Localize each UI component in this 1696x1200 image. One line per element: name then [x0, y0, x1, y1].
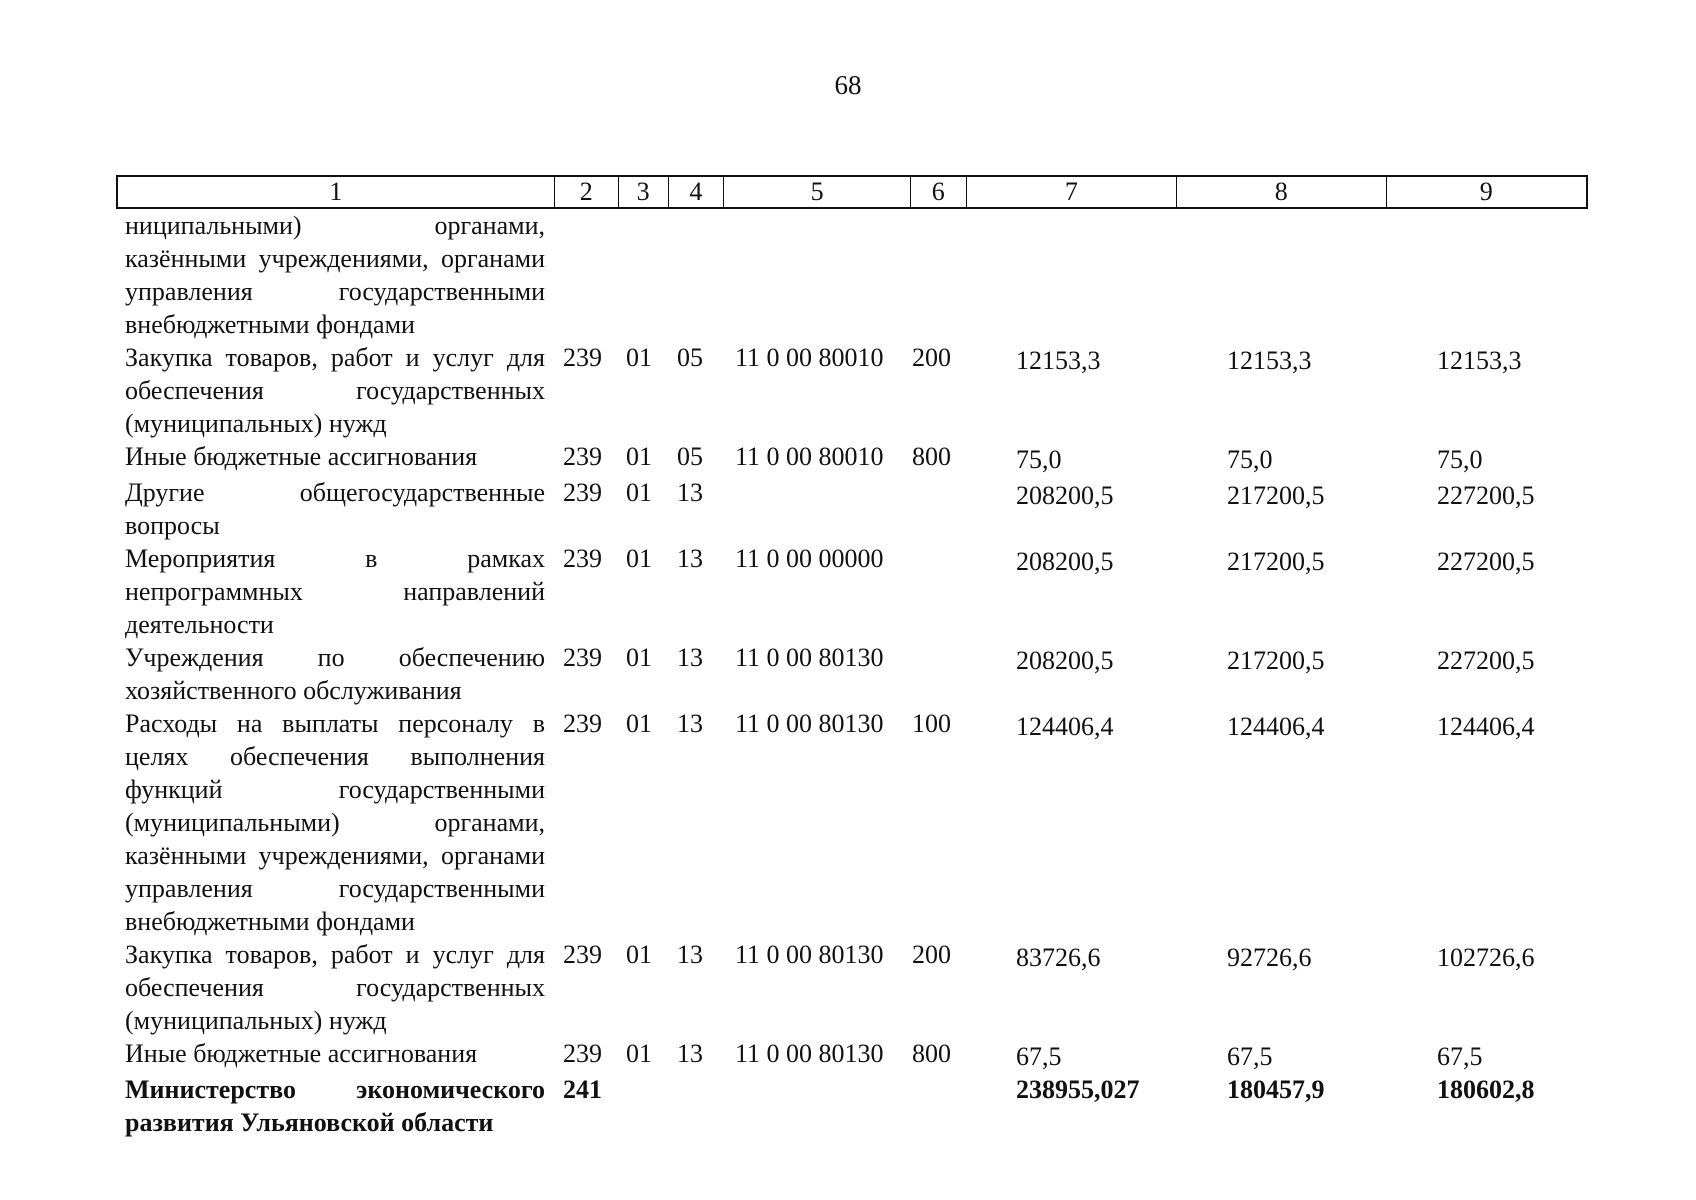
row-grbs: 239 — [563, 643, 602, 672]
row-name: Иные бюджетные ассигнования — [125, 1039, 478, 1068]
table-row — [116, 542, 1588, 641]
header-col-9: 9 — [1386, 177, 1586, 207]
row-year2: 75,0 — [1227, 445, 1273, 474]
row-section: 01 — [626, 643, 652, 672]
row-name: Другие общегосударственные вопросы — [125, 478, 545, 540]
header-col-7: 7 — [966, 177, 1176, 207]
row-name: Иные бюджетные ассигнования — [125, 442, 478, 471]
row-year1: 75,0 — [1016, 445, 1062, 474]
row-year2: 180457,9 — [1227, 1075, 1325, 1104]
row-grbs: 239 — [563, 709, 602, 738]
row-year1: 83726,6 — [1016, 943, 1101, 972]
row-name: Закупка товаров, работ и услуг для обеспечения государственных (муниципальных) нужд — [125, 940, 545, 1035]
row-grbs: 239 — [563, 940, 602, 969]
row-subsection: 13 — [677, 709, 703, 738]
table-row — [116, 440, 1588, 476]
row-section: 01 — [626, 940, 652, 969]
row-target-article: 11 0 00 80010 — [735, 442, 884, 471]
row-year2: 124406,4 — [1227, 712, 1325, 741]
row-year1: 238955,027 — [1016, 1075, 1140, 1104]
row-section: 01 — [626, 709, 652, 738]
row-year3: 124406,4 — [1437, 712, 1535, 741]
row-subsection: 05 — [677, 343, 703, 372]
table-body — [116, 341, 1588, 1073]
row-grbs: 239 — [563, 343, 602, 372]
row-section: 01 — [626, 343, 652, 372]
row-grbs: 241 — [563, 1075, 602, 1104]
row-name: Мероприятия в рамках непрограммных направлений деятельности — [125, 544, 545, 639]
row-year3: 67,5 — [1437, 1042, 1483, 1071]
continuation-row — [116, 209, 1588, 341]
row-target-article: 11 0 00 80130 — [735, 709, 884, 738]
row-year3: 12153,3 — [1437, 346, 1522, 375]
row-year3: 227200,5 — [1437, 481, 1535, 510]
row-grbs: 239 — [563, 442, 602, 471]
row-year3: 227200,5 — [1437, 547, 1535, 576]
row-expense-type: 800 — [912, 1039, 951, 1068]
row-year3: 75,0 — [1437, 445, 1483, 474]
table-row — [116, 341, 1588, 440]
row-year3: 102726,6 — [1437, 943, 1535, 972]
row-section: 01 — [626, 478, 652, 507]
row-year3: 180602,8 — [1437, 1075, 1535, 1104]
header-col-3: 3 — [618, 177, 668, 207]
row-year3: 227200,5 — [1437, 646, 1535, 675]
header-col-5: 5 — [723, 177, 909, 207]
table-row — [116, 476, 1588, 542]
header-col-1: 1 — [329, 177, 343, 206]
row-subsection: 13 — [677, 643, 703, 672]
row-target-article — [723, 476, 910, 542]
row-year2: 67,5 — [1227, 1042, 1273, 1071]
row-target-article: 11 0 00 80130 — [735, 940, 884, 969]
row-grbs: 239 — [563, 544, 602, 573]
budget-table — [116, 175, 1588, 1139]
row-year2: 92726,6 — [1227, 943, 1312, 972]
row-name: Закупка товаров, работ и услуг для обеспечения государственных (муниципальных) нужд — [125, 343, 545, 438]
row-section: 01 — [626, 544, 652, 573]
row-subsection: 13 — [677, 478, 703, 507]
row-expense-type: 100 — [912, 709, 951, 738]
row-year2: 217200,5 — [1227, 547, 1325, 576]
row-section: 01 — [626, 1039, 652, 1068]
table-row — [116, 938, 1588, 1037]
row-expense-type: 200 — [912, 343, 951, 372]
header-col-8: 8 — [1176, 177, 1385, 207]
ministry-row — [116, 1073, 1588, 1139]
row-subsection: 05 — [677, 442, 703, 471]
row-target-article: 11 0 00 80130 — [735, 643, 884, 672]
header-col-2: 2 — [554, 177, 618, 207]
row-name: Расходы на выплаты персоналу в целях обеспечения выполнения функций государственными (муниципальными) органами, казёнными учреждениями, органами управления государственными внебюджетными фондами — [125, 709, 545, 936]
row-year2: 12153,3 — [1227, 346, 1312, 375]
row-year1: 208200,5 — [1016, 646, 1114, 675]
row-expense-type — [910, 476, 966, 542]
row-grbs: 239 — [563, 1039, 602, 1068]
table-header-row — [116, 175, 1588, 209]
header-col-6: 6 — [910, 177, 966, 207]
row-name: ниципальными) органами, казёнными учреждениями, органами управления государственными внебюджетными фондами — [125, 211, 545, 339]
row-year1: 67,5 — [1016, 1042, 1062, 1071]
table-row — [116, 1037, 1588, 1073]
row-expense-type — [910, 542, 966, 641]
table-row — [116, 641, 1588, 707]
row-expense-type — [910, 641, 966, 707]
row-subsection: 13 — [677, 940, 703, 969]
row-year2: 217200,5 — [1227, 481, 1325, 510]
row-name: Учреждения по обеспечению хозяйственного обслуживания — [125, 643, 545, 705]
row-year1: 124406,4 — [1016, 712, 1114, 741]
page-number: 68 — [834, 70, 862, 100]
row-year1: 208200,5 — [1016, 547, 1114, 576]
table-row — [116, 707, 1588, 938]
row-grbs: 239 — [563, 478, 602, 507]
row-expense-type: 800 — [912, 442, 951, 471]
row-year1: 208200,5 — [1016, 481, 1114, 510]
row-subsection: 13 — [677, 1039, 703, 1068]
row-section: 01 — [626, 442, 652, 471]
row-year2: 217200,5 — [1227, 646, 1325, 675]
row-subsection: 13 — [677, 544, 703, 573]
row-expense-type: 200 — [912, 940, 951, 969]
row-target-article: 11 0 00 00000 — [735, 544, 884, 573]
header-col-4: 4 — [668, 177, 724, 207]
row-year1: 12153,3 — [1016, 346, 1101, 375]
row-target-article: 11 0 00 80130 — [735, 1039, 884, 1068]
row-name: Министерство экономического развития Ульяновской области — [125, 1075, 545, 1137]
row-target-article: 11 0 00 80010 — [735, 343, 884, 372]
